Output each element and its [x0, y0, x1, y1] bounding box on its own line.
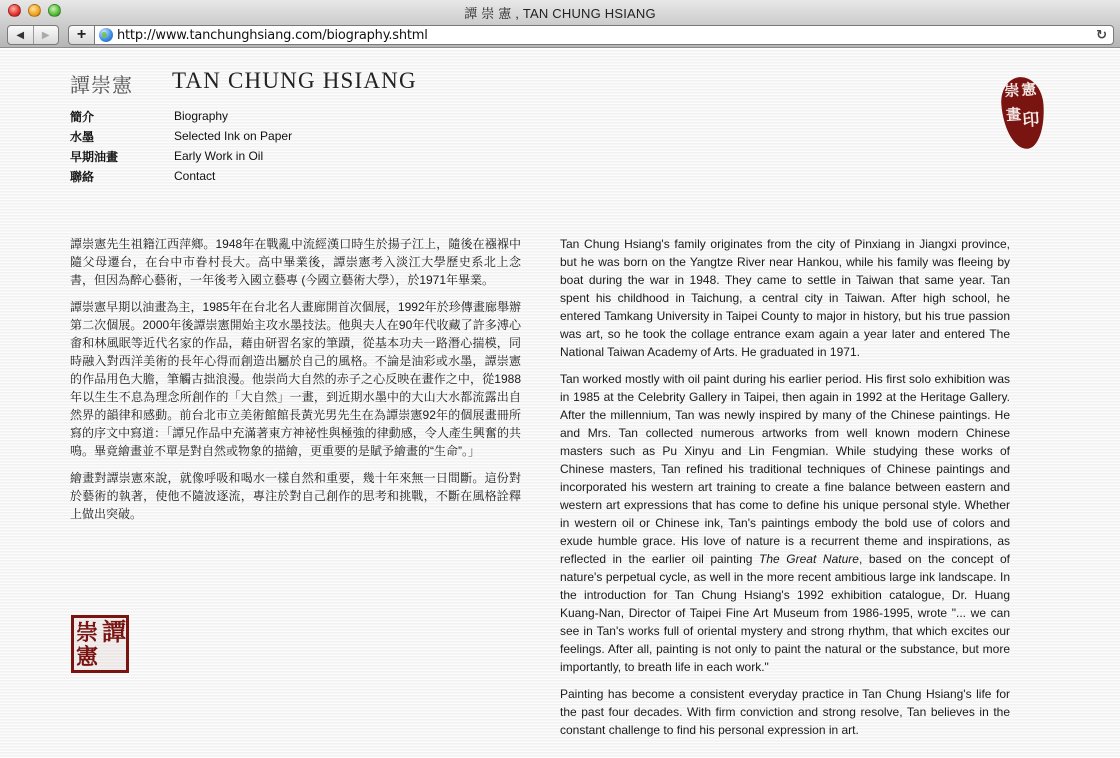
red-seal-stamp-top: [1000, 76, 1047, 151]
biography-chinese: [70, 235, 521, 532]
seal-glyph: 畫: [1005, 105, 1022, 125]
nav-item-ink[interactable]: [70, 126, 292, 146]
nav-link-biography[interactable]: Biography: [174, 109, 229, 123]
url-text[interactable]: http://www.tanchunghsiang.com/biography.shtml: [117, 27, 428, 43]
bio-cn-paragraph: 繪畫對譚崇憲來說，就像呼吸和喝水一樣自然和重要，幾十年來無一日間斷。這份對於藝術的執著，使他不隨波逐流，專注於對自己創作的思考和挑戰，不斷在風格詮釋上做出突破。: [70, 471, 521, 521]
site-title-chinese: 譚崇憲: [70, 73, 133, 97]
bio-en-text: , based on the concept of nature's perpetual cycle, as well in the more recent ambitious large ink landscape. In the introduction for Tan Chung Hsiang's 1992 exhibition catalogue, Dr. Huang Kuang-Nan, Director of Taipei Fine Art Museum from 1986-1995, wrote "... we can see in Tan's works full of oriental mystery and strong rhythm, that which excites our feelings. After all, painting is not only to paint the natural or the substance, but more importantly, to breath life in each work.": [560, 552, 1011, 674]
nav-item-oil[interactable]: [70, 146, 292, 166]
globe-icon: [99, 28, 113, 42]
site-title-english: TAN CHUNG HSIANG: [172, 68, 417, 93]
red-seal-stamp-bottom: [71, 615, 129, 673]
bio-en-paragraph-3: Painting has become a consistent everyday practice in Tan Chung Hsiang's life for the past four decades. With firm conviction and strong resolve, Tan believes in the constant challenge to find his personal expression in art.: [560, 687, 1010, 737]
site-navigation: [70, 106, 292, 186]
window-titlebar: [0, 0, 1120, 22]
forward-button[interactable]: [33, 26, 59, 44]
biography-english: [560, 235, 1010, 748]
nav-link-ink[interactable]: Selected Ink on Paper: [174, 129, 293, 143]
nav-link-ink-cn[interactable]: 水墨: [70, 129, 95, 144]
web-page: [0, 49, 1120, 758]
seal-glyph: 崇: [1003, 81, 1021, 101]
seal-glyph: 譚: [102, 617, 126, 646]
back-button[interactable]: [8, 26, 33, 44]
history-buttons: [7, 25, 59, 45]
nav-link-contact[interactable]: Contact: [174, 169, 216, 183]
plus-icon: +: [76, 26, 87, 43]
reload-icon: ↻: [1096, 27, 1107, 42]
add-bookmark-button[interactable]: [68, 25, 94, 45]
painting-title: The Great Nature: [759, 552, 859, 566]
bio-cn-paragraph: 譚崇憲先生祖籍江西萍鄉。1948年在戰亂中流經漢口時生於揚子江上，隨後在襁褓中隨父母遷台，在台中市眷村長大。高中畢業後，譚崇憲考入淡江大學歷史系北上念書，但因為醉心藝術，一年後考入國立藝專 (今國立藝術大學），於1971年畢業。: [70, 237, 521, 287]
forward-arrow-icon: ▶: [41, 29, 50, 41]
address-bar[interactable]: [94, 25, 1114, 45]
bio-en-paragraph-1: Tan Chung Hsiang's family originates from the city of Pinxiang in Jiangxi province, but he was born on the Yangtze River near Hankou, while his family was fleeing by boat during the war in 1948. They came to settle in Taiwan that same year. Tan spent his childhood in Taichung, a central city in Taiwan. After high school, he entered Tamkang University in Taipei County to major in history, but his true passion was art, so he took the collage entrance exam again a year later and entered The National Taiwan Academy of Arts. He graduated in 1971.: [560, 237, 1010, 359]
nav-link-oil[interactable]: Early Work in Oil: [174, 149, 264, 163]
back-arrow-icon: ◀: [16, 29, 25, 41]
nav-link-biography-cn[interactable]: 簡介: [70, 109, 95, 124]
seal-glyph: 憲: [76, 644, 99, 670]
window-title: 譚 崇 憲 , TAN CHUNG HSIANG: [464, 6, 656, 21]
reload-button[interactable]: [1096, 27, 1107, 43]
nav-item-contact[interactable]: [70, 166, 292, 186]
browser-toolbar: [0, 22, 1120, 48]
seal-glyph: 憲: [1020, 80, 1038, 100]
bio-en-text: Tan worked mostly with oil paint during his earlier period. His first solo exhibition was in 1985 at the Celebrity Gallery in Taipei, then again in 1992 at the Heritage Gallery. After the millennium, Tan was newly inspired by many of the Chinese paintings. He and Mrs. Tan collected numerous artworks from well known modern Chinese masters such as Pu Xinyu and Lin Fengmian. While studying these works of Chinese masters, Tan refined his traditional techniques of Chinese paintings and incorporated his western art training to create a fine balance between eastern and western art expressions that has come to define his unique personal style. Whether in western oil or Chinese ink, Tan's paintings embody the bold use of colors and exude humble grace. His love of nature is a recurrent theme and inspirations, as reflected in the earlier oil painting: [560, 372, 1010, 566]
seal-glyph: 崇: [76, 620, 99, 646]
bio-en-paragraph-2: [560, 370, 1010, 676]
nav-link-oil-cn[interactable]: 早期油畫: [70, 149, 119, 164]
nav-item-biography[interactable]: [70, 106, 292, 126]
seal-glyph: 印: [1021, 109, 1041, 132]
bio-cn-paragraph: 譚崇憲早期以油畫為主，1985年在台北名人畫廊開首次個展，1992年於珍傳畫廊舉辦第二次個展。2000年後譚崇憲開始主攻水墨技法。他與夫人在90年代收藏了許多溥心畬和林風眠等近代名家的作品，藉由研習名家的筆蹟，從基本功夫一路潛心揣模，同時融入對西洋美術的長年心得而創造出屬於自己的風格。不論是油彩或水墨，譚崇憲的作品用色大膽，筆觸古拙浪漫。他崇尚大自然的赤子之心反映在畫作之中，從1988年以生生不息為理念所創作的「大自然」一畫，到近期水墨中的大山大水都流露出自然界的韻律和感動。前台北市立美術館館長黃光男先生在為譚崇憲92年的個展畫冊所寫的序文中寫道：「譚兄作品中充滿著東方神祕性與極強的律動感，令人產生興奮的共鳴。畢竟繪畫並不單是對自然或物象的描繪，更重要的是賦予繪畫的“生命”。」: [70, 300, 521, 458]
nav-link-contact-cn[interactable]: 聯絡: [70, 169, 95, 184]
